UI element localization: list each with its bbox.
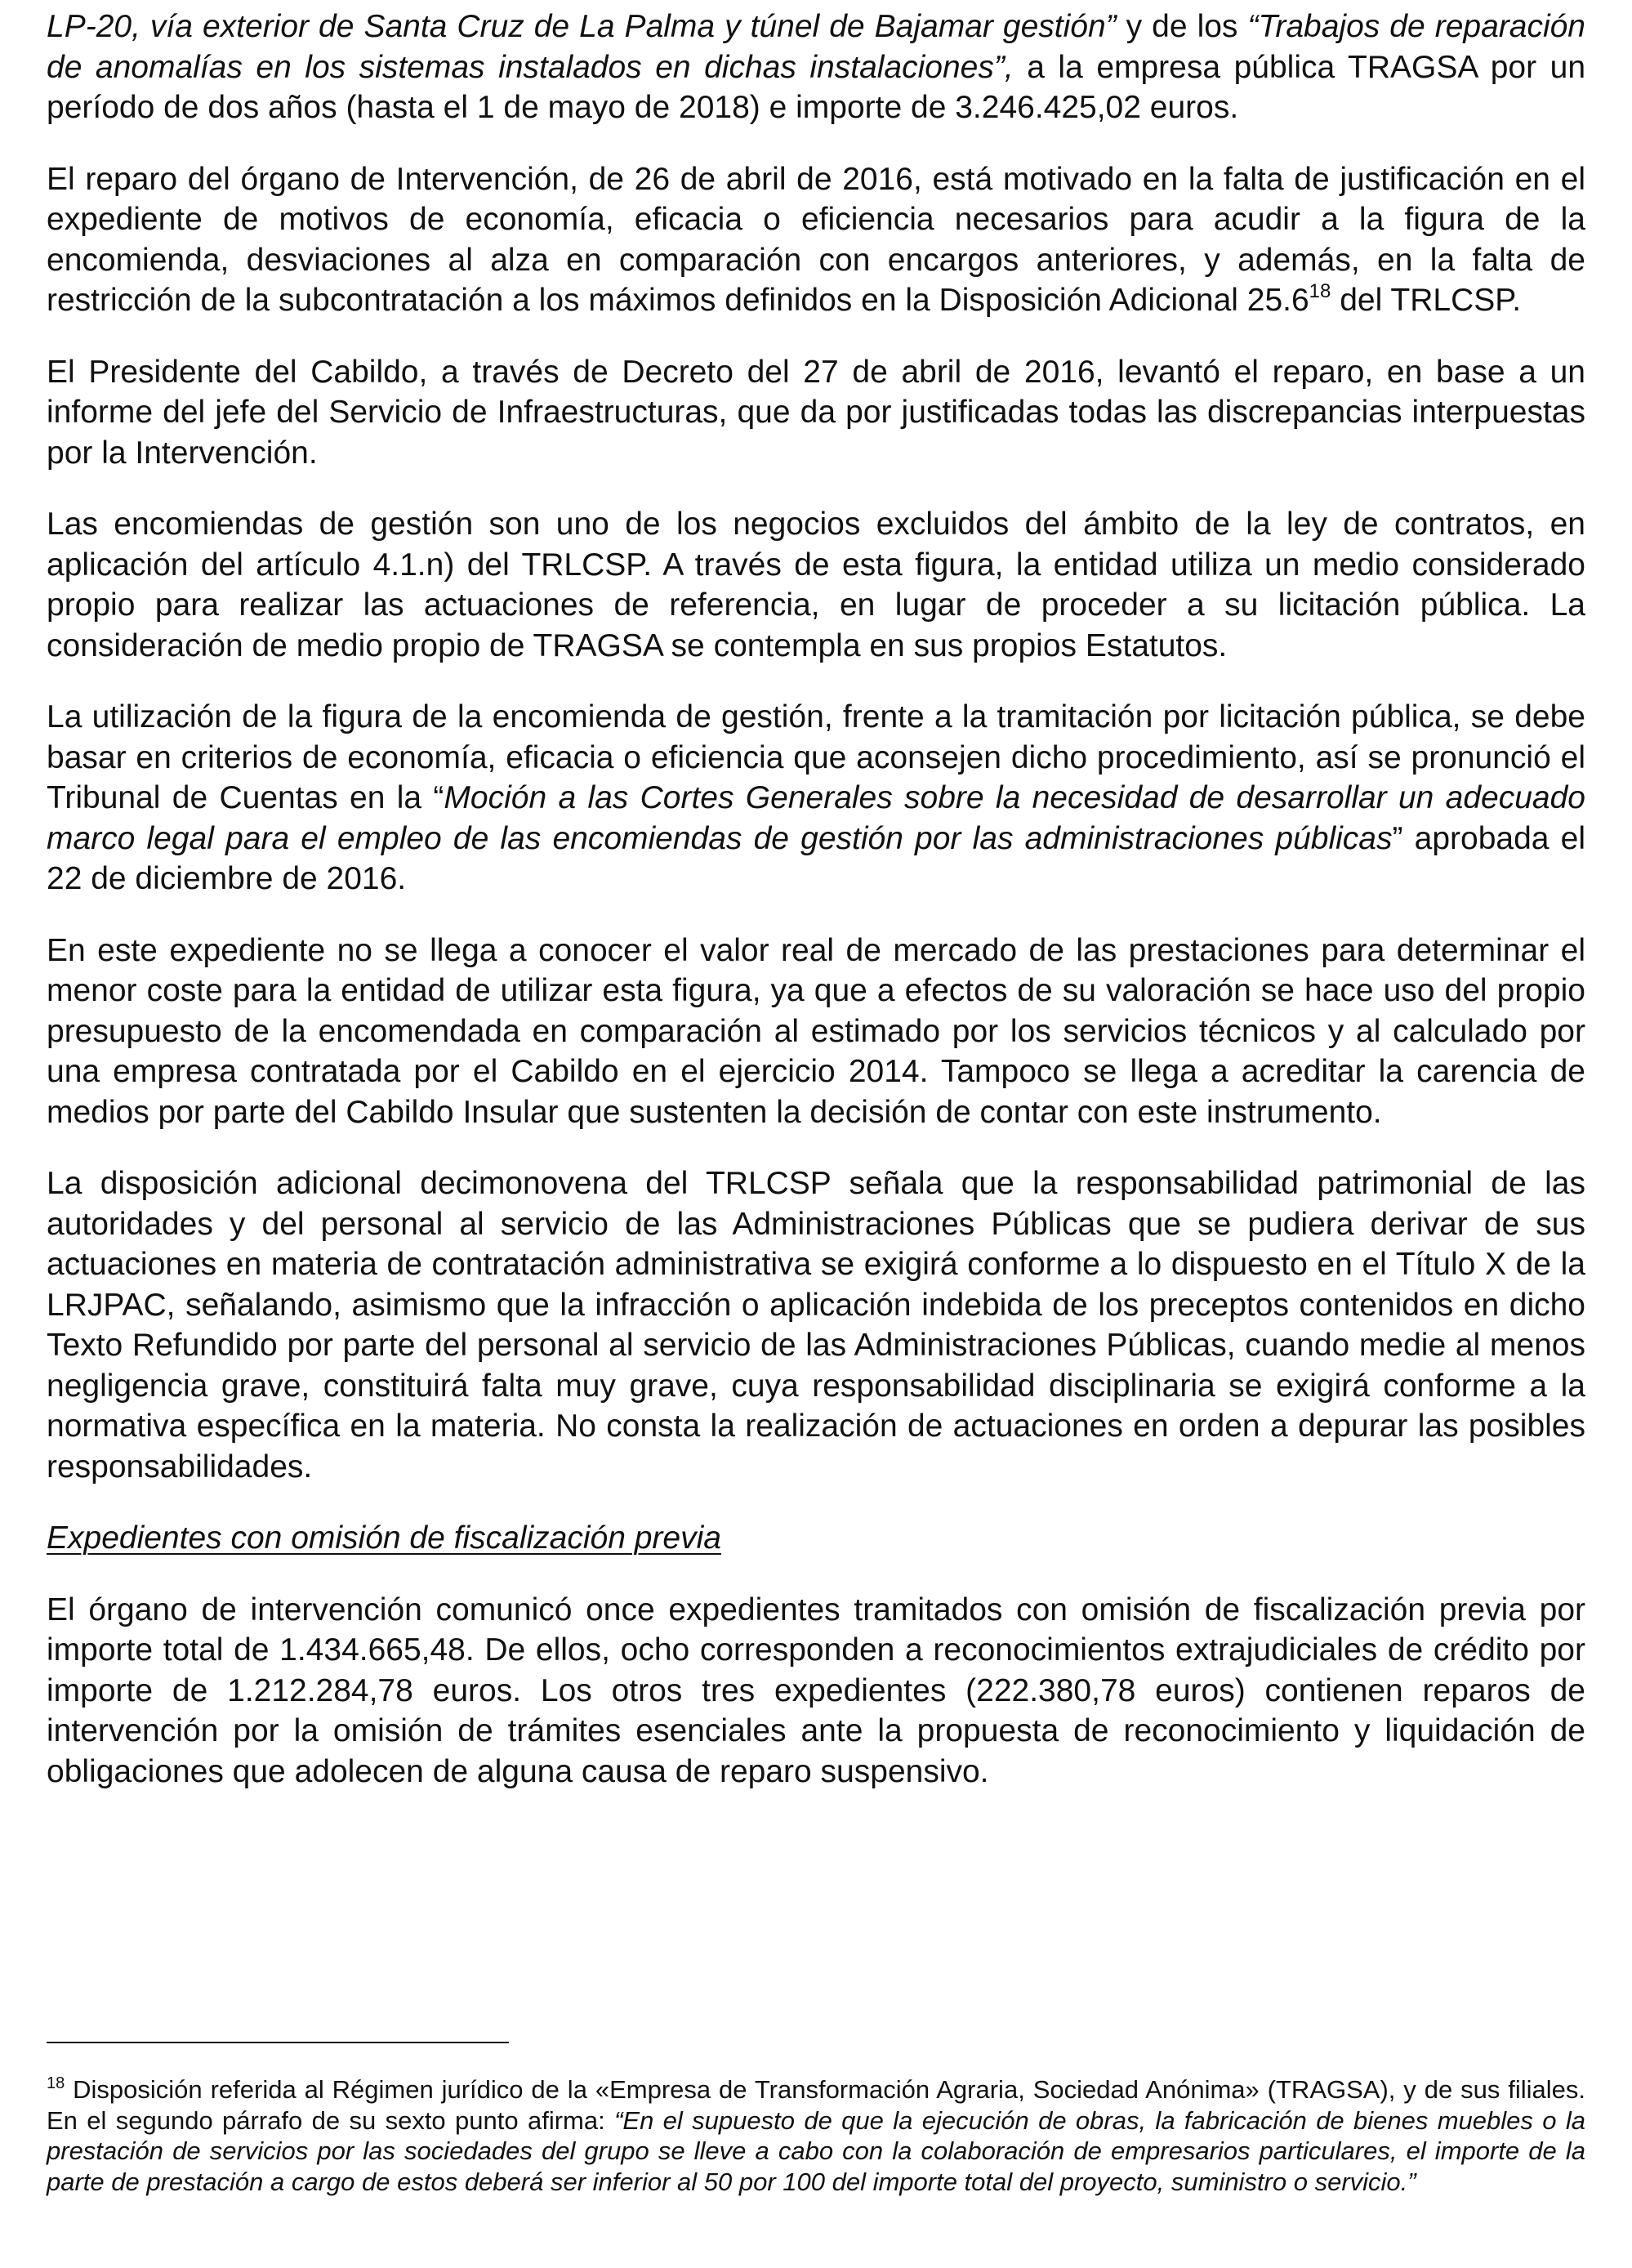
text-run: El reparo del órgano de Intervención, de 26 de abril de 2016, está motivado en la falta de justificación en el expediente de motivos de economía, eficacia o eficiencia necesarios para acudir a la figura de la encomienda, desviaciones al alza en comparación con encargos anteriores, y además, en la falta de restricción de la subcontratación a los máximos definidos en la Disposición Adicional 25.6 [47,161,1585,318]
footnote-number: 18 [47,2074,65,2092]
footnote [47,2074,1585,2197]
text-run: Disposición referida al Régimen jurídico de la «Empresa de Transformación Agraria, Sociedad Anónima» (TRAGSA), y de sus filiales. En el segundo párrafo de su sexto punto afirma: [47,2075,1585,2135]
text-run: La utilización de la figura de la encomienda de gestión, frente a la tramitación por licitación pública, se debe basar en criterios de economía, eficacia o eficiencia que aconsejen dicho procedimiento, así se pronunció el Tribunal de Cuentas en la “ [47,699,1585,815]
italic-text: Moción a las Cortes Generales sobre la necesidad de desarrollar un adecuado marco legal para el empleo de las encomiendas de gestión por las administraciones públicas [47,780,1585,856]
section-heading-text: Expedientes con omisión de fiscalización previa [47,1520,721,1556]
footnote-divider [47,2042,509,2043]
italic-text: “Trabajos de reparación de anomalías en los sistemas instalados en dichas instalaciones”, [47,9,1585,85]
paragraph-valor-mercado: En este expediente no se llega a conocer el valor real de mercado de las prestaciones para determinar el menor coste para la entidad de utilizar esta figura, ya que a efectos de su valoración se hace uso del propio presupuesto de la encomendada en comparación al estimado por los servicios técnicos y al calculado por una empresa contratada por el Cabildo en el ejercicio 2014. Tampoco se llega a acreditar la carencia de medios por parte del Cabildo Insular que sustenten la decisión de contar con este instrumento. [47,932,1585,1130]
paragraph-reparo-intervencion [47,159,1585,321]
paragraph-encomiendas-gestion: Las encomiendas de gestión son uno de los negocios excluidos del ámbito de la ley de contratos, en aplicación del artículo 4.1.n) del TRLCSP. A través de esta figura, la entidad utiliza un medio considerado propio para realizar las actuaciones de referencia, en lugar de proceder a su licitación pública. La consideración de medio propio de TRAGSA se contempla en sus propios Estatutos. [47,507,1585,663]
paragraph-presidente-decreto: El Presidente del Cabildo, a través de Decreto del 27 de abril de 2016, levantó el reparo, en base a un informe del jefe del Servicio de Infraestructuras, que da por justificadas todas las discrepancias interpuestas por la Intervención. [47,354,1585,471]
footnote-reference[interactable]: 18 [1309,280,1331,302]
text-run: a la empresa pública TRAGSA por un período de dos años (hasta el 1 de mayo de 2018) e importe de 3.246.425,02 euros. [47,49,1586,125]
document-body [47,7,1585,1792]
text-run: del TRLCSP. [1331,283,1522,318]
section-heading [47,1518,1585,1559]
paragraph-disposicion-adicional: La disposición adicional decimonovena del TRLCSP señala que la responsabilidad patrimonial de las autoridades y del personal al servicio de las Administraciones Públicas que se pudiera derivar de sus actuaciones en materia de contratación administrativa se exigirá conforme a lo dispuesto en el Título X de la LRJPAC, señalando, asimismo que la infracción o aplicación indebida de los preceptos contenidos en dicho Texto Refundido por parte del personal al servicio de las Administraciones Públicas, cuando medie al menos negligencia grave, constituirá falta muy grave, cuya responsabilidad disciplinaria se exigirá conforme a la normativa específica en la materia. No consta la realización de actuaciones en orden a depurar las posibles responsabilidades. [47,1166,1585,1484]
italic-text: “En el supuesto de que la ejecución de obras, la fabricación de bienes muebles o la prestación de servicios por las sociedades del grupo se lleve a cabo con la colaboración de empresarios particulares, el importe de la parte de prestación a cargo de estos deberá ser inferior al 50 por 100 del importe total del proyecto, suministro o servicio.” [47,2105,1585,2196]
paragraph-omision-fiscalizacion: El órgano de intervención comunicó once expedientes tramitados con omisión de fiscalización previa por importe total de 1.434.665,48. De ellos, ocho corresponden a reconocimientos extrajudiciales de crédito por importe de 1.212.284,78 euros. Los otros tres expedientes (222.380,78 euros) contienen reparos de intervención por la omisión de trámites esenciales ante la propuesta de reconocimiento y liquidación de obligaciones que adolecen de alguna causa de reparo suspensivo. [47,1592,1585,1789]
paragraph-encomienda-objeto [47,7,1585,128]
italic-text: LP-20, vía exterior de Santa Cruz de La Palma y túnel de Bajamar gestión” [47,9,1117,44]
paragraph-tribunal-cuentas [47,697,1585,900]
text-run: y de los [1116,9,1248,44]
text-run: ” aprobada el 22 de diciembre de 2016. [47,820,1585,896]
